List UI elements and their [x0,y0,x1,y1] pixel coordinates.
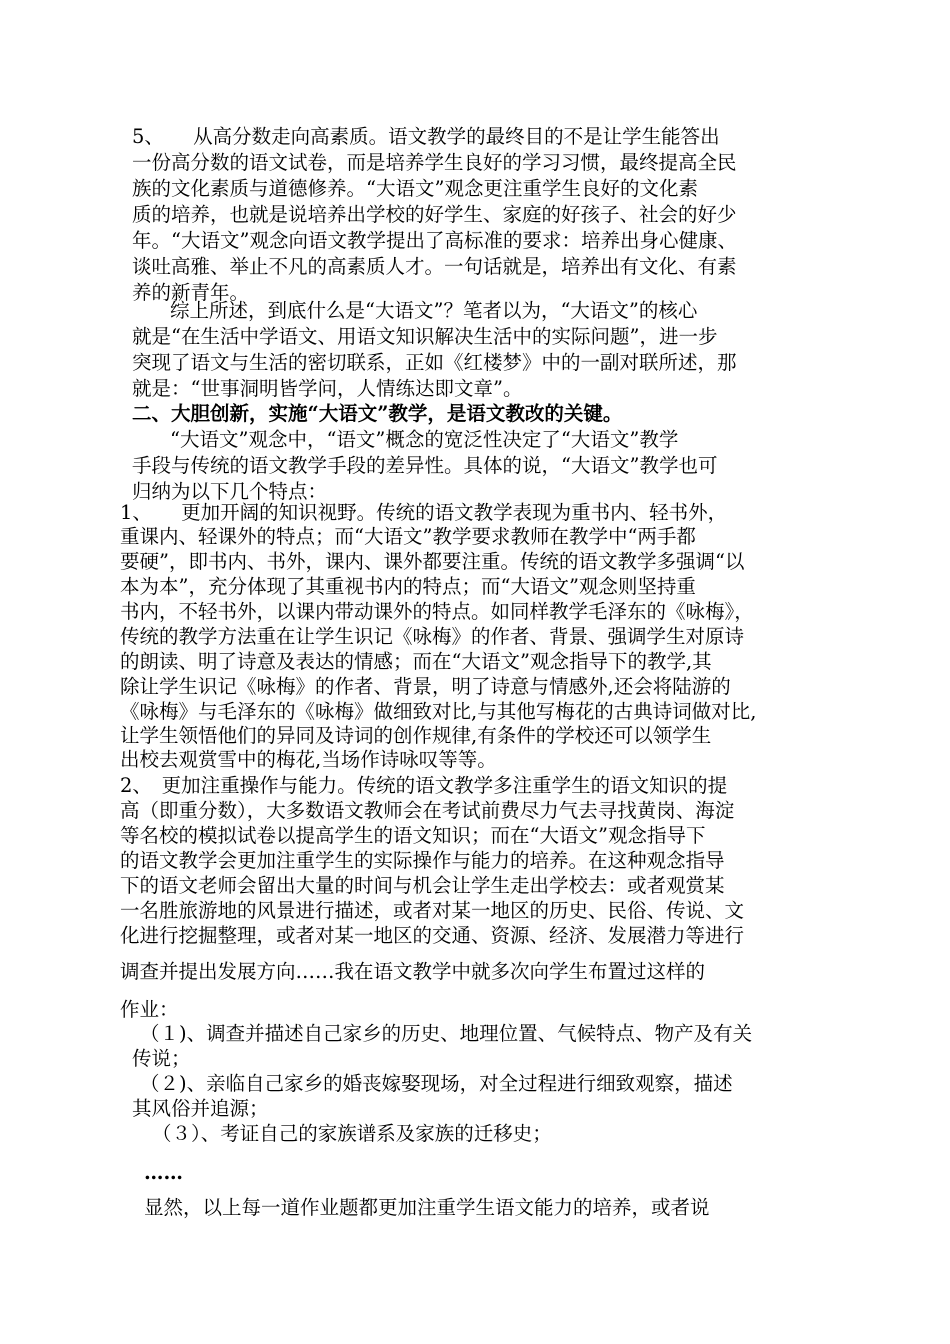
text-line: 调查并提出发展方向……我在语文教学中就多次向学生布置过这样的 [120,960,706,983]
text-line: 族的文化素质与道德修养。“大语文”观念更注重学生良好的文化素 [132,177,698,200]
text-line: …… [144,1161,183,1184]
text-line: 出校去观赏雪中的梅花,当场作诗咏叹等等。 [120,748,497,771]
text-line: 二、大胆创新，实施“大语文”教学，是语文教改的关键。 [132,402,623,425]
text-line: 下的语文老师会留出大量的时间与机会让学生走出学校去：或者观赏某 [120,874,725,897]
text-line: 5、 从高分数走向高素质。语文教学的最终目的不是让学生能答出 [132,125,720,148]
text-line: 传统的教学方法重在让学生识记《咏梅》的作者、背景、强调学生对原诗 [120,625,745,648]
text-line: 要硬”，即书内、书外，课内、课外都要注重。传统的语文教学多强调“以 [120,550,745,573]
text-line: 化进行挖掘整理，或者对某一地区的交通、资源、经济、发展潜力等进行 [120,924,745,947]
text-line: 归纳为以下几个特点： [132,480,328,503]
text-line: 传说； [132,1047,191,1070]
text-line: 手段与传统的语文教学手段的差异性。具体的说，“大语文”教学也可 [132,454,718,477]
text-line: 重课内、轻课外的特点；而“大语文”教学要求教师在教学中“两手都 [120,525,696,548]
text-line: 一份高分数的语文试卷，而是培养学生良好的学习习惯，最终提高全民 [132,151,737,174]
text-line: 的朗读、明了诗意及表达的情感；而在“大语文”观念指导下的教学,其 [120,650,712,673]
text-line: 本为本”，充分体现了其重视书内的特点；而“大语文”观念则坚持重 [120,575,696,598]
text-line: 就是：“世事洞明皆学问，人情练达即文章”。 [132,377,523,400]
text-line: 就是“在生活中学语文、用语文知识解决生活中的实际问题”，进一步 [132,325,718,348]
text-line: 《咏梅》与毛泽东的《咏梅》做细致对比,与其他写梅花的古典诗词做对比, [120,700,757,723]
text-line: 等名校的模拟试卷以提高学生的语文知识；而在“大语文”观念指导下 [120,824,706,847]
text-line: 高（即重分数），大多数语文教师会在考试前费尽力气去寻找黄岗、海淀 [120,799,735,822]
text-line: 显然，以上每一道作业题都更加注重学生语文能力的培养，或者说 [144,1196,710,1219]
text-line: 一名胜旅游地的风景进行描述，或者对某一地区的历史、民俗、传说、文 [120,899,745,922]
text-line: 质的培养，也就是说培养出学校的好学生、家庭的好孩子、社会的好少 [132,203,737,226]
text-line: 2、 更加注重操作与能力。传统的语文教学多注重学生的语文知识的提 [120,774,728,797]
text-line: （３）、考证自己的家族谱系及家族的迁移史； [152,1122,552,1145]
text-line: （１)、调查并描述自己家乡的历史、地理位置、气候特点、物产及有关 [140,1022,753,1045]
text-line: 养的新青年。 [132,281,250,304]
text-line: “大语文”观念中，“语文”概念的宽泛性决定了“大语文”教学 [170,428,679,451]
text-line: 除让学生识记《咏梅》的作者、背景，明了诗意与情感外,还会将陆游的 [120,675,731,698]
text-line: 年。“大语文”观念向语文教学提出了高标准的要求：培养出身心健康、 [132,229,737,252]
text-line: 其风俗并追源； [132,1097,269,1120]
text-line: 作业： [120,998,179,1021]
text-line: 的语文教学会更加注重学生的实际操作与能力的培养。在这种观念指导 [120,849,725,872]
text-line: 突现了语文与生活的密切联系，正如《红楼梦》中的一副对联所述，那 [132,351,737,374]
text-line: （２)、亲临自己家乡的婚丧嫁娶现场，对全过程进行细致观察，描述 [140,1072,733,1095]
text-line: 书内，不轻书外，以课内带动课外的特点。如同样教学毛泽东的《咏梅》， [120,600,754,623]
text-line: 1、 更加开阔的知识视野。传统的语文教学表现为重书内、轻书外， [120,501,728,524]
text-line: 让学生领悟他们的异同及诗词的创作规律,有条件的学校还可以领学生 [120,724,712,747]
text-line: 综上所述，到底什么是“大语文”？笔者以为，“大语文”的核心 [170,299,698,322]
text-line: 谈吐高雅、举止不凡的高素质人才。一句话就是，培养出有文化、有素 [132,255,737,278]
